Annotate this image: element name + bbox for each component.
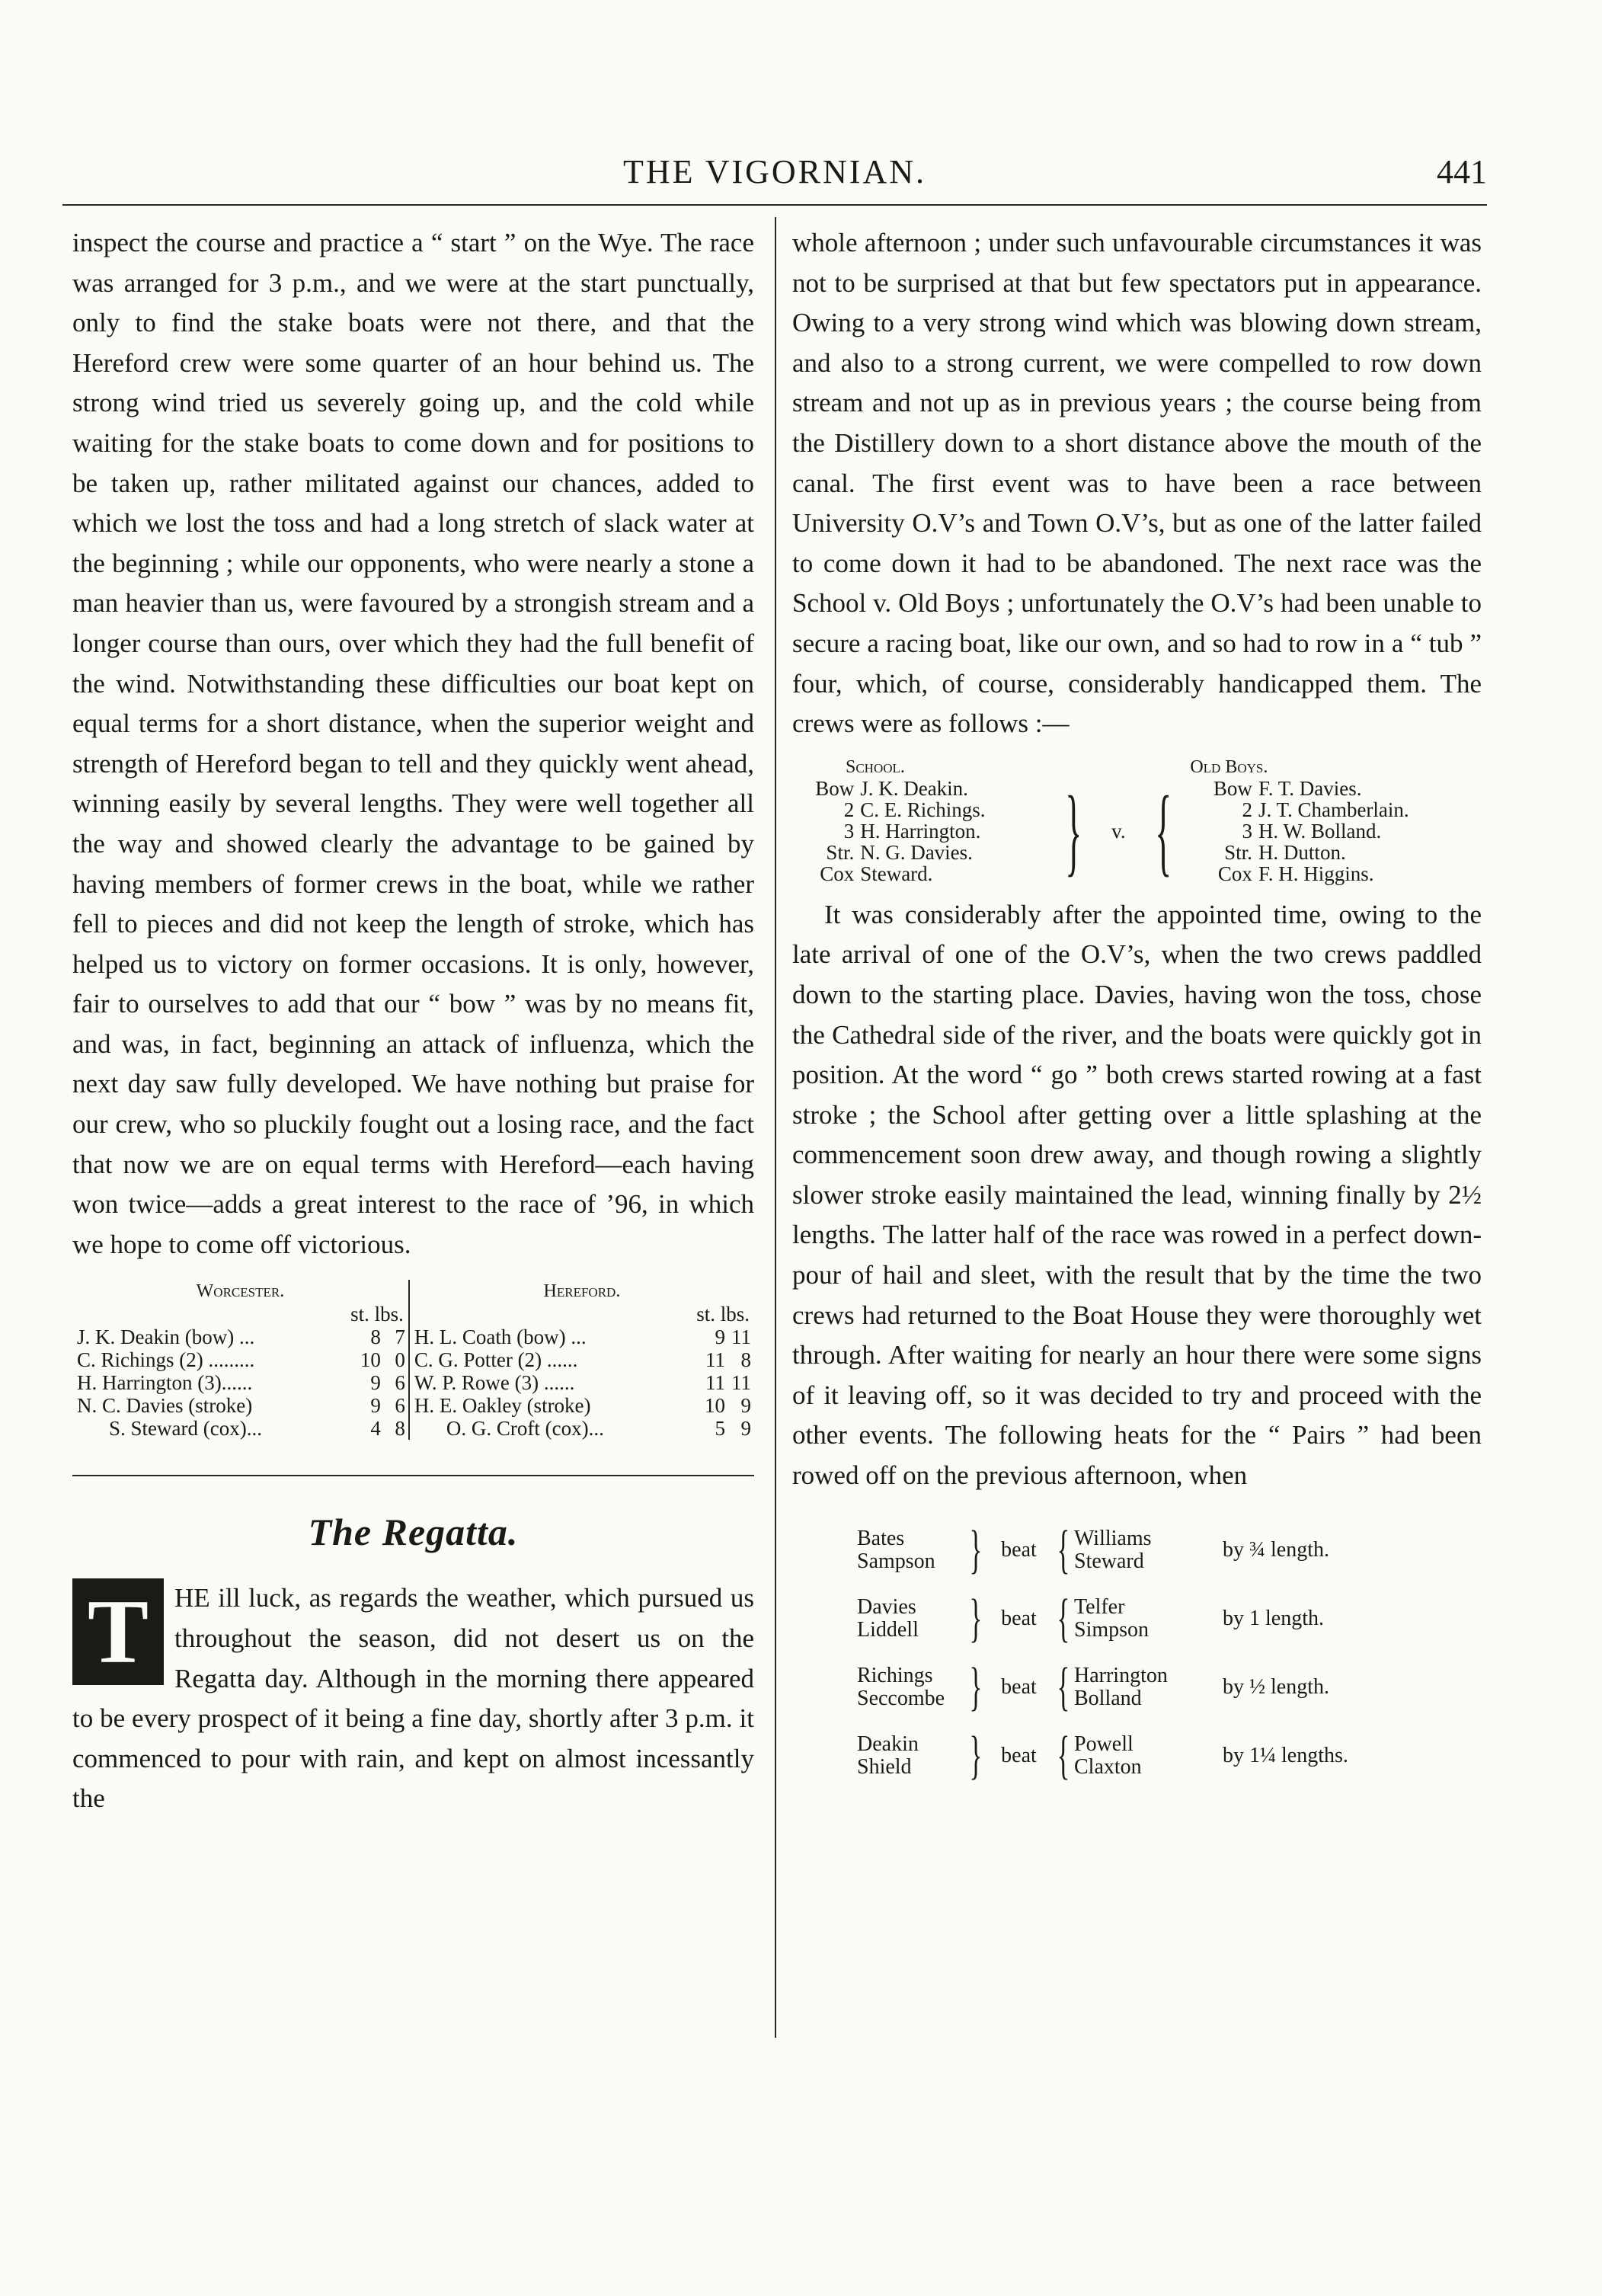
- right-brace: }: [969, 1588, 983, 1648]
- worcester-stone: 4: [370, 1417, 381, 1441]
- winning-margin: by 1 length.: [1223, 1606, 1324, 1630]
- unit-label: st. lbs.: [350, 1303, 404, 1326]
- left-brace: {: [1057, 1520, 1070, 1579]
- pair-result-row: [857, 1516, 1482, 1584]
- winner-2: Sampson: [857, 1549, 935, 1573]
- crew-position: 3: [843, 819, 855, 843]
- loser-1: Telfer: [1074, 1594, 1125, 1619]
- school-rower: H. Harrington.: [860, 819, 981, 843]
- left-column: [72, 223, 754, 1819]
- beat-label: beat: [1001, 1537, 1037, 1562]
- worcester-lbs: 7: [384, 1325, 409, 1348]
- left-brace: {: [1057, 1725, 1070, 1785]
- loser-2: Bolland: [1074, 1686, 1142, 1710]
- worcester-stone: 9: [370, 1371, 381, 1395]
- crew-row: [72, 1417, 754, 1440]
- old-boy-rower: H. Dutton.: [1258, 840, 1346, 864]
- worcester-stone: 9: [370, 1394, 381, 1418]
- right-brace: }: [969, 1520, 983, 1579]
- left-brace: {: [1057, 1657, 1070, 1716]
- old-boy-rower: J. T. Chamberlain.: [1258, 798, 1409, 821]
- crew-weights-table: [72, 1280, 754, 1440]
- loser-2: Steward: [1074, 1549, 1144, 1573]
- hereford-name: H. E. Oakley (stroke): [414, 1394, 591, 1418]
- hereford-lbs: 8: [740, 1348, 751, 1372]
- old-boy-rower: H. W. Bolland.: [1258, 819, 1382, 843]
- pair-result-row: [857, 1584, 1482, 1653]
- crew-row: [72, 1371, 754, 1394]
- crew-position: 2: [1242, 798, 1252, 821]
- versus-label: v.: [1111, 819, 1126, 843]
- beat-label: beat: [1001, 1674, 1037, 1699]
- school-heading: School.: [846, 756, 905, 777]
- loser-2: Simpson: [1074, 1617, 1150, 1642]
- worcester-lbs: 6: [384, 1394, 409, 1417]
- pairs-results: [857, 1516, 1482, 1790]
- regatta-paragraph: HE ill luck, as regards the weather, which pursued us throughout the season, did not desert us on the Regatta day. Although in the morning there appeared to be every prospect of it being a fine day, shortly after 3 p.m. it commenced to pour with rain, and kept on almost incessantly the: [72, 1583, 754, 1814]
- beat-label: beat: [1001, 1606, 1037, 1630]
- unit-label: st. lbs.: [696, 1303, 750, 1326]
- loser-1: Powell: [1074, 1732, 1134, 1756]
- hereford-lbs: 9: [740, 1417, 751, 1441]
- hereford-lbs: 11: [731, 1371, 751, 1395]
- beat-label: beat: [1001, 1743, 1037, 1767]
- crew-row: [72, 1325, 754, 1348]
- page-number: 441: [1437, 153, 1487, 190]
- winner-1: Bates: [857, 1526, 905, 1550]
- crew-position: 2: [843, 798, 855, 821]
- winner-2: Seccombe: [857, 1686, 945, 1710]
- old-boys-heading: Old Boys.: [1190, 756, 1268, 777]
- hereford-stone: 5: [715, 1417, 725, 1441]
- winner-1: Richings: [857, 1663, 933, 1687]
- school-rower: N. G. Davies.: [860, 840, 973, 864]
- winning-margin: by ½ length.: [1223, 1674, 1329, 1699]
- worcester-lbs: 6: [384, 1371, 409, 1394]
- old-boy-rower: F. T. Davies.: [1258, 776, 1362, 800]
- old-boy-rower: F. H. Higgins.: [1258, 862, 1374, 885]
- winner-1: Davies: [857, 1594, 916, 1619]
- school-vs-old-boys-table: [792, 756, 1482, 884]
- right-brace: }: [969, 1657, 983, 1716]
- hereford-stone: 11: [705, 1371, 725, 1395]
- race-report-paragraph: It was considerably after the appointed time, owing to the late arrival of one of the O.V’s, when the two crews paddled down to the starting place. Davies, having won the toss, chose the Cathedral side of the river, and the boats were quickly got in position. At the word “ go ” both crews started rowing at a fast stroke ; the School after getting over a little splashing at the commencement soon drew away, and though rowing a slightly slower stroke easily maintained the lead, winning finally by 2½ lengths. The latter half of the race was rowed in a perfect down-pour of hail and sleet, with the result that by the time the two crews had returned to the Boat House they were thoroughly wet through. After waiting for nearly an hour there were some signs of it leaving off, so it was decided to try and proceed with the other events. The following heats for the “ Pairs ” had been rowed off on the previous afternoon, when: [792, 899, 1482, 1491]
- hereford-name: W. P. Rowe (3) ......: [414, 1371, 575, 1395]
- loser-2: Claxton: [1074, 1754, 1142, 1779]
- worcester-lbs: 0: [384, 1348, 409, 1371]
- hereford-name: O. G. Croft (cox)...: [446, 1417, 604, 1441]
- crew-position: Str.: [1224, 840, 1252, 864]
- pair-result-row: [857, 1653, 1482, 1722]
- hereford-stone: 10: [705, 1394, 725, 1418]
- winning-margin: by ¾ length.: [1223, 1537, 1329, 1562]
- worcester-name: S. Steward (cox)...: [109, 1417, 262, 1441]
- regatta-continued-paragraph: whole afternoon ; under such unfavourable circumstances it was not to be surprised at that but few spectators put in appearance. Owing to a very strong wind which was blowing down stream, and also to a strong current, we were compelled to row down stream and not up as in previous years ; the course being from the Distillery down to a short distance above the mouth of the canal. The first event was to have been a race between University O.V’s and Town O.V’s, but as one of the latter failed to come down it had to be abandoned. The next race was the School v. Old Boys ; unfortunately the O.V’s had been unable to secure a racing boat, like our own, and so had to row in a “ tub ” four, which, of course, considerably handicapped them. The crews were as follows :—: [792, 228, 1482, 739]
- worcester-name: N. C. Davies (stroke): [77, 1394, 253, 1418]
- pair-result-row: [857, 1722, 1482, 1790]
- right-brace: }: [1065, 775, 1082, 886]
- school-rower: Steward.: [860, 862, 933, 885]
- hereford-stone: 11: [705, 1348, 725, 1372]
- right-brace: }: [969, 1725, 983, 1785]
- column-divider: [775, 217, 776, 2038]
- worcester-heading: Worcester.: [196, 1281, 285, 1302]
- hereford-heading: Hereford.: [543, 1281, 621, 1302]
- crew-position: Cox: [1217, 862, 1252, 885]
- hereford-name: C. G. Potter (2) ......: [414, 1348, 578, 1372]
- hereford-lbs: 11: [731, 1325, 751, 1349]
- left-brace: {: [1155, 775, 1172, 886]
- school-rower: C. E. Richings.: [860, 798, 986, 821]
- section-title: The Regatta.: [308, 1511, 519, 1554]
- crew-position: Bow: [1213, 776, 1252, 800]
- running-title: THE VIGORNIAN.: [622, 153, 927, 190]
- crew-row: [72, 1394, 754, 1417]
- worcester-stone: 10: [360, 1348, 381, 1372]
- right-column: [792, 223, 1482, 1790]
- header-rule: [62, 204, 1487, 206]
- hereford-stone: 9: [715, 1325, 725, 1349]
- page-header: [62, 152, 1487, 198]
- loser-1: Williams: [1074, 1526, 1152, 1550]
- winner-2: Shield: [857, 1754, 912, 1779]
- worcester-name: H. Harrington (3)......: [77, 1371, 253, 1395]
- drop-cap: T: [72, 1578, 164, 1685]
- hereford-name: H. L. Coath (bow) ...: [414, 1325, 587, 1349]
- worcester-name: J. K. Deakin (bow) ...: [77, 1325, 255, 1349]
- winning-margin: by 1¼ lengths.: [1223, 1743, 1348, 1767]
- winner-2: Liddell: [857, 1617, 919, 1642]
- school-rower: J. K. Deakin.: [860, 776, 968, 800]
- crew-position: Bow: [815, 776, 855, 800]
- worcester-stone: 8: [370, 1325, 381, 1349]
- worcester-name: C. Richings (2) .........: [77, 1348, 255, 1372]
- section-rule: [72, 1475, 754, 1476]
- hereford-lbs: 9: [740, 1394, 751, 1418]
- crew-position: 3: [1242, 819, 1252, 843]
- worcester-lbs: 8: [384, 1417, 409, 1440]
- left-brace: {: [1057, 1588, 1070, 1648]
- loser-1: Harrington: [1074, 1663, 1168, 1687]
- winner-1: Deakin: [857, 1732, 919, 1756]
- hereford-race-paragraph: inspect the course and practice a “ start ” on the Wye. The race was arranged for 3 p.m., and we were at the start punctually, only to find the stake boats were not there, and that the Hereford crew were some quarter of an hour behind us. The strong wind tried us severely going up, and the cold while waiting for the stake boats to come down and for positions to be taken up, rather militated against our chances, added to which we lost the toss and had a long stretch of slack water at the beginning ; while our opponents, who were nearly a stone a man heavier than us, were favoured by a strongish stream and a longer course than ours, over which they had the full benefit of the wind. Notwithstanding these difficulties our boat kept on equal terms for a short distance, when the superior weight and strength of Hereford began to tell and they quickly went ahead, winning easily by several lengths. They were well together all the way and showed clearly the advantage to be gained by having members of former crews in the boat, while we rather fell to pieces and did not keep the length of stroke, which has helped us to victory on former occasions. It is only, however, fair to ourselves to add that our “ bow ” was by no means fit, and was, in fact, beginning an attack of influenza, which the next day saw fully developed. We have nothing but praise for our crew, who so pluckily fought out a losing race, and the fact that now we are on equal terms with Hereford—each having won twice—adds a great interest to the race of ’96, in which we hope to come off victorious.: [72, 228, 754, 1259]
- crew-position: Str.: [826, 840, 855, 864]
- crew-position: Cox: [820, 862, 855, 885]
- crew-row: [72, 1348, 754, 1371]
